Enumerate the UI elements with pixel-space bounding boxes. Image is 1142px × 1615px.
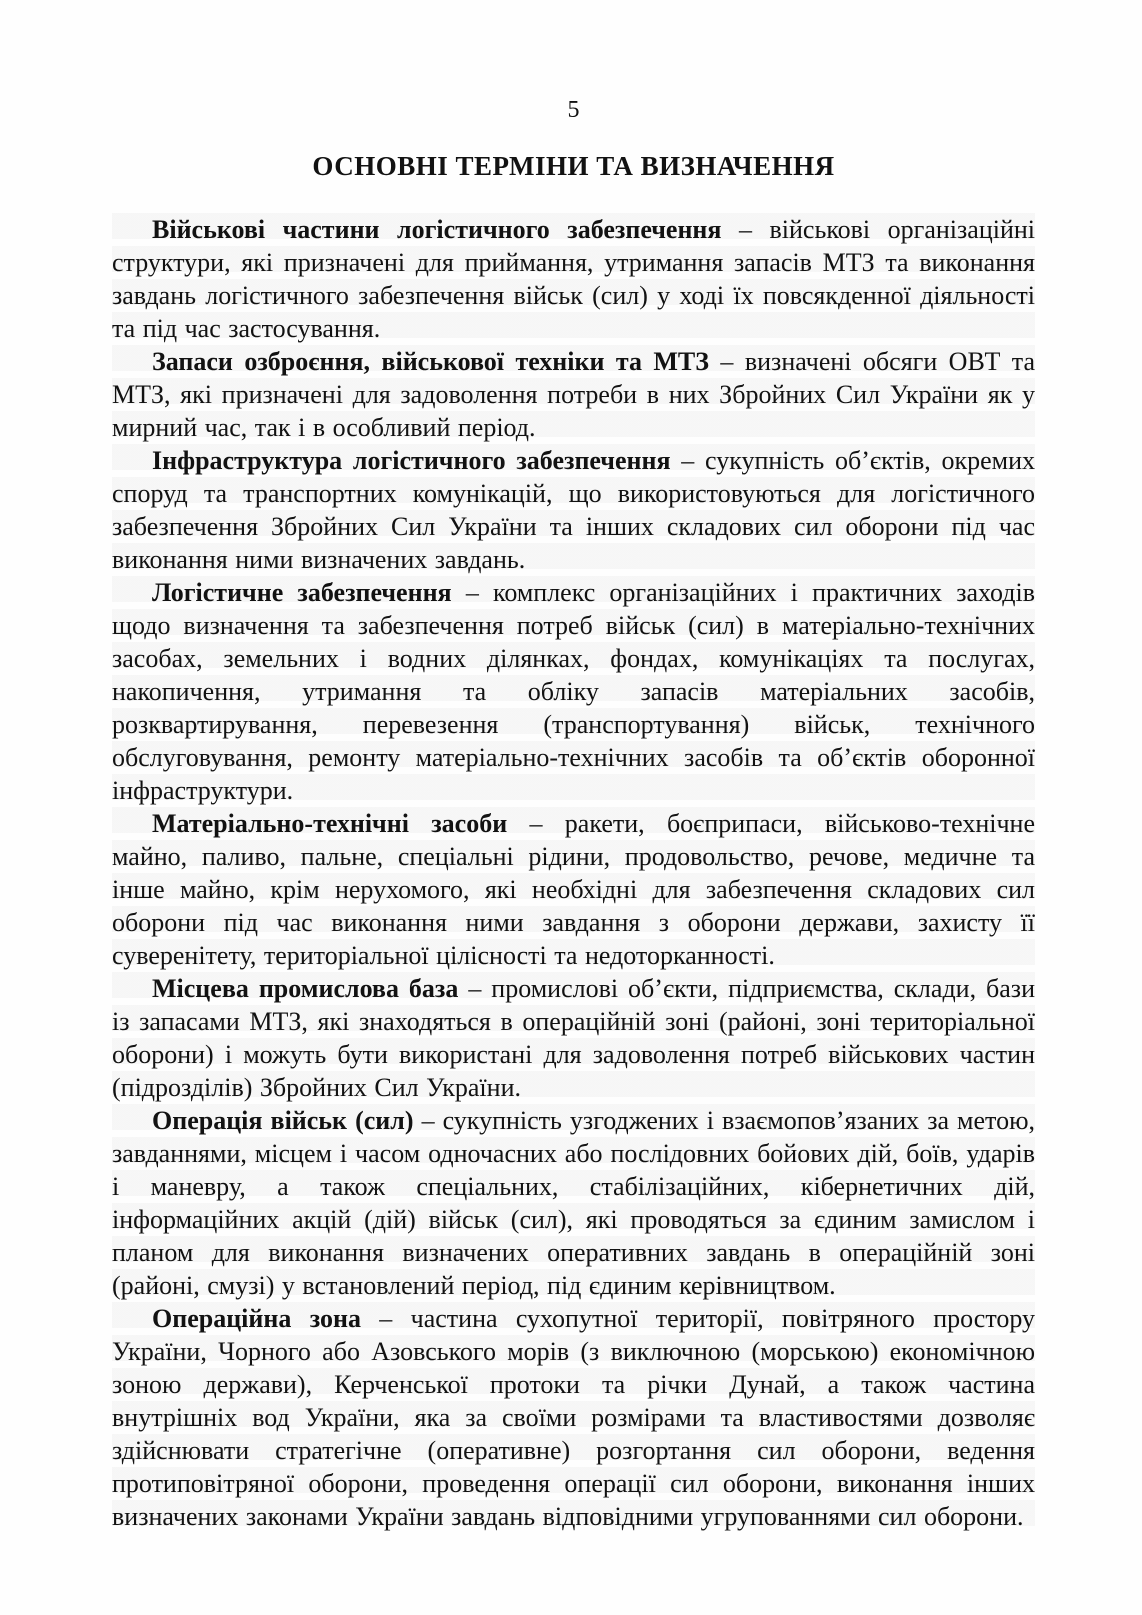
page-number: 5 bbox=[567, 97, 580, 123]
definition-paragraph-operational-zone bbox=[112, 1302, 1035, 1533]
definition-paragraph-logistics-infrastructure bbox=[112, 444, 1035, 576]
definition-paragraph-troop-operation bbox=[112, 1104, 1035, 1302]
definition-paragraph-materiel bbox=[112, 807, 1035, 972]
term-weapon-stocks: Запаси озброєння, військової техніки та МТЗ bbox=[152, 347, 709, 376]
term-military-units: Військові частини логістичного забезпечення bbox=[152, 215, 722, 244]
definition-text: – комплекс організаційних і практичних заходів щодо визначення та забезпечення потреб військ (сил) в матеріально-технічних засобах, земельних і водних ділянках, фондах, комунікаціях та послугах, накопичення, утримання та обліку запасів матеріальних засобів, розквартирування, перевезення (транспортування) військ, технічного обслуговування, ремонту матеріально-технічних засобів та об’єктів оборонної інфраструктури. bbox=[112, 578, 1035, 805]
definition-paragraph-weapon-stocks bbox=[112, 345, 1035, 444]
definition-text: – промислові об’єкти, підприємства, склади, бази із запасами МТЗ, які знаходяться в операційній зоні (районі, зоні територіальної оборони) і можуть бути використані для задоволення потреб військових частин (підрозділів) Збройних Сил України. bbox=[112, 974, 1035, 1102]
definition-text: – сукупність узгоджених і взаємопов’язаних за метою, завданнями, місцем і часом одночасних або послідовних бойових дій, боїв, ударів і маневру, а також спеціальних, стабілізаційних, кібернетичних дій, інформаційних акцій (дій) військ (сил), які проводяться за єдиним замислом і планом для виконання визначених оперативних завдань в операційній зоні (районі, смузі) у встановлений період, під єдиним керівництвом. bbox=[112, 1106, 1035, 1300]
definition-text: – сукупність об’єктів, окремих споруд та транспортних комунікацій, що використовуються для логістичного забезпечення Збройних Сил України та інших складових сил оборони під час виконання ними визначених завдань. bbox=[112, 446, 1035, 574]
definition-paragraph-military-units bbox=[112, 213, 1035, 345]
definition-text: – частина сухопутної території, повітряного простору України, Чорного або Азовського морів (з виключною (морською) економічною зоною держави), Керченської протоки та річки Дунай, а також частина внутрішніх вод України, яка за своїми розмірами та властивостями дозволяє здійснювати стратегічне (оперативне) розгортання сил оборони, ведення протиповітряної оборони, проведення операції сил оборони, виконання інших визначених законами України завдань відповідними угрупованнями сил оборони. bbox=[112, 1304, 1035, 1531]
definition-paragraph-local-industrial-base bbox=[112, 972, 1035, 1104]
term-materiel: Матеріально-технічні засоби bbox=[152, 809, 508, 838]
term-troop-operation: Операція військ (сил) bbox=[152, 1106, 414, 1135]
definition-text: – визначені обсяги ОВТ та МТЗ, які призначені для задоволення потреби в них Збройних Сил України як у мирний час, так і в особливий період. bbox=[112, 347, 1035, 442]
definition-paragraph-logistics-support bbox=[112, 576, 1035, 807]
term-operational-zone: Операційна зона bbox=[152, 1304, 361, 1333]
definition-text: – ракети, боєприпаси, військово-технічне майно, паливо, пальне, спеціальні рідини, продовольство, речове, медичне та інше майно, крім нерухомого, які необхідні для забезпечення складових сил оборони під час виконання ними завдання з оборони держави, захисту її суверенітету, територіальної цілісності та недоторканності. bbox=[112, 809, 1035, 970]
term-local-industrial-base: Місцева промислова база bbox=[152, 974, 459, 1003]
document-title: ОСНОВНІ ТЕРМІНИ ТА ВИЗНАЧЕННЯ bbox=[312, 151, 835, 181]
definition-text: – військові організаційні структури, які призначені для приймання, утримання запасів МТЗ та виконання завдань логістичного забезпечення військ (сил) у ході їх повсякденної діяльності та під час застосування. bbox=[112, 215, 1036, 343]
term-logistics-infrastructure: Інфраструктура логістичного забезпечення bbox=[152, 446, 671, 475]
term-logistics-support: Логістичне забезпечення bbox=[152, 578, 452, 607]
